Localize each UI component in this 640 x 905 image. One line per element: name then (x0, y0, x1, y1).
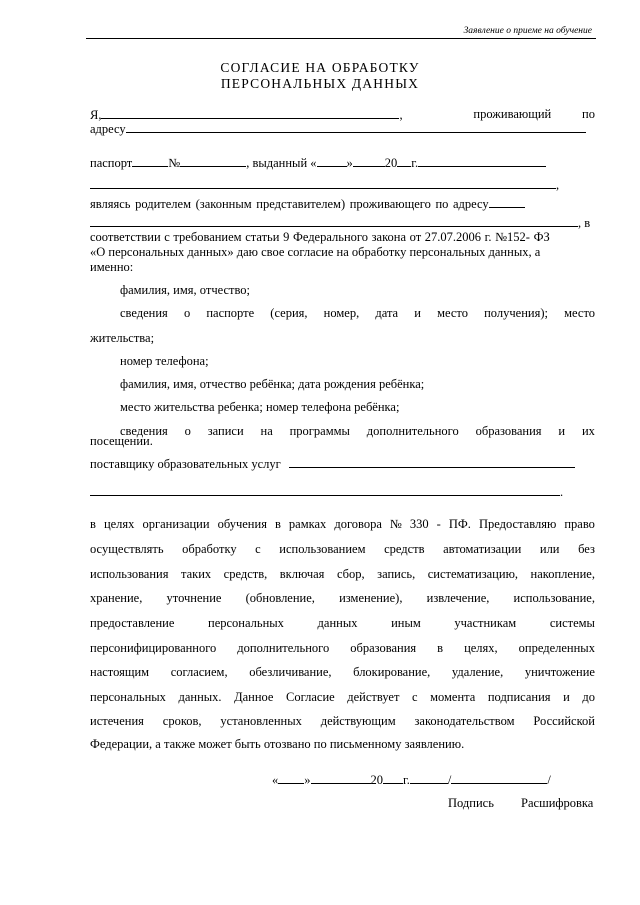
consent-body-word: участникам (454, 616, 517, 630)
passport-number-field[interactable] (180, 155, 246, 167)
consent-body-word: использованием (279, 542, 366, 556)
passport-item-word: сведения (120, 306, 168, 320)
consent-body-word: хранение, (90, 591, 143, 605)
provider-field-2[interactable] (90, 484, 560, 496)
passport-item-word: дата (375, 306, 399, 320)
header-rule (86, 38, 596, 39)
consent-body-word: Российской (533, 714, 595, 728)
passport-item-word: паспорте (206, 306, 255, 320)
program-item-word: на (260, 424, 273, 438)
consent-body-word: договора (334, 517, 382, 531)
consent-body-word: и (563, 690, 570, 704)
item-child-fio: фамилия, имя, отчество ребёнка; дата рождения ребёнка; (120, 377, 425, 391)
passport-series-field[interactable] (132, 155, 168, 167)
item-residence: жительства; (90, 331, 155, 345)
consent-body-word: обработку (182, 542, 237, 556)
consent-body-word: в (274, 517, 281, 531)
sign-year-prefix: 20 (370, 773, 383, 787)
consent-body-word: удаление, (451, 665, 504, 679)
address-field[interactable] (126, 121, 586, 133)
passport-item-word: о (183, 306, 191, 320)
consent-body-word: данных. (178, 690, 222, 704)
consent-body-line (90, 641, 595, 656)
consent-body-word: законодательством (414, 714, 515, 728)
program-item-word: записи (207, 424, 244, 438)
consent-body-word: сроков, (162, 714, 202, 728)
consent-body-word: образования (350, 641, 417, 655)
consent-body-line (90, 542, 595, 557)
item-passport (120, 306, 595, 321)
parent-address-line (90, 215, 595, 231)
program-item-word: сведения (120, 424, 168, 438)
consent-body-word: определенных (518, 641, 595, 655)
body-last-line: Федерации, а также может быть отозвано по письменному заявлению. (90, 737, 465, 751)
consent-body-line (90, 690, 595, 705)
issue-month-field[interactable] (353, 155, 385, 167)
consent-body-word: средств (384, 542, 425, 556)
consent-body-word: момента (430, 690, 476, 704)
consent-body-word: ПФ. (448, 517, 471, 531)
consent-body-word: систематизацию, (427, 567, 519, 581)
consent-body-word: уточнение (166, 591, 222, 605)
item-fio: фамилия, имя, отчество; (120, 283, 251, 297)
provider-field[interactable] (289, 456, 575, 468)
consent-body-word: действует (347, 690, 400, 704)
parent-address-field[interactable] (489, 196, 525, 208)
provider-line-2 (90, 484, 595, 500)
passport-item-word: место (564, 306, 595, 320)
consent-body-line (90, 591, 595, 606)
consent-body-word: истечения (90, 714, 144, 728)
consent-body-word: рамках (288, 517, 327, 531)
po-label: по (582, 107, 595, 121)
slash-1: / (447, 773, 452, 787)
passport-line (90, 155, 595, 171)
consent-body-word: действующим (320, 714, 396, 728)
consent-body-line (90, 714, 595, 729)
header-note: Заявление о приеме на обучение (463, 26, 592, 36)
consent-body-word: накопление, (530, 567, 595, 581)
consent-body-word: организации (142, 517, 210, 531)
passport-item-word: номер, (323, 306, 360, 320)
passport-item-word: место (437, 306, 468, 320)
consent-body-word: до (582, 690, 595, 704)
issued-by-line (90, 177, 595, 193)
consent-body-line (90, 517, 595, 532)
fullname-field[interactable] (101, 107, 399, 119)
consent-body-word: средств, (223, 567, 268, 581)
issue-day-field[interactable] (317, 155, 347, 167)
item-visits: посещении. (90, 434, 153, 448)
consent-body-word: изменение), (339, 591, 403, 605)
consent-line-1: соответствии с требованием статьи 9 Федерального закона от 27.07.2006 г. №152- ФЗ (90, 230, 550, 244)
consent-body-word: - (436, 517, 441, 531)
program-item-word: программы (289, 424, 350, 438)
passport-item-word: (серия, (270, 306, 308, 320)
consent-body-word: блокирование, (353, 665, 431, 679)
consent-body-word: Данное (234, 690, 274, 704)
consent-body-word: использование, (513, 591, 595, 605)
consent-body-word: предоставление (90, 616, 175, 630)
consent-body-word: персональных (208, 616, 284, 630)
residing-label: проживающий (473, 107, 552, 121)
consent-body-word: или (539, 542, 560, 556)
consent-body-line (90, 665, 595, 680)
ya-label: Я, (90, 108, 102, 122)
number-label: № (168, 156, 181, 170)
consent-body-word: системы (549, 616, 595, 630)
comma: , (556, 178, 560, 192)
consent-body-word: использования (90, 567, 169, 581)
consent-body-word: целях, (464, 641, 498, 655)
consent-body-word: Предоставляю (478, 517, 557, 531)
consent-body-word: с (255, 542, 261, 556)
consent-body-line (90, 616, 595, 631)
quote-close: » (346, 156, 353, 170)
consent-body-word: автоматизации (443, 542, 522, 556)
consent-body-word: дополнительного (237, 641, 330, 655)
date-close: » (304, 773, 311, 787)
signature-field[interactable] (410, 772, 448, 784)
consent-body-word: настоящим (90, 665, 150, 679)
consent-body-word: 330 (409, 517, 429, 531)
consent-body-word: иным (391, 616, 421, 630)
address-line (90, 121, 595, 137)
parent-text: являясь родителем (законным представителем) проживающего по адресу (90, 197, 489, 211)
slash-2: / (547, 773, 551, 787)
consent-body-line (90, 567, 595, 582)
date-signature-line (272, 772, 602, 788)
consent-body-word: Согласие (286, 690, 335, 704)
signature-decode-field[interactable] (451, 772, 547, 784)
consent-body-word: запись, (377, 567, 416, 581)
consent-body-word: с (411, 690, 418, 704)
item-child-residence: место жительства ребенка; номер телефона ребёнка; (120, 400, 400, 414)
program-item-word: их (581, 424, 595, 438)
consent-body-word: данных (317, 616, 358, 630)
consent-body-word: в (437, 641, 444, 655)
issued-by-field[interactable] (418, 155, 546, 167)
comma-v: , в (578, 216, 591, 230)
consent-body-word: в (90, 517, 96, 531)
consent-body-word: (обновление, (245, 591, 315, 605)
provider-label: поставщику образовательных услуг (90, 457, 281, 471)
consent-body-word: обезличивание, (249, 665, 332, 679)
consent-body-word: без (578, 542, 595, 556)
program-item-word: о (184, 424, 191, 438)
document-title-line1: СОГЛАСИЕ НА ОБРАБОТКУ (220, 60, 420, 75)
consent-body-word: персональных (90, 690, 166, 704)
signature-labels (448, 796, 593, 811)
consent-body-word: сбор, (336, 567, 365, 581)
passport-item-word: получения); (484, 306, 548, 320)
document-title-line2: ПЕРСОНАЛЬНЫХ ДАННЫХ (220, 76, 420, 91)
consent-body-word: извлечение, (426, 591, 490, 605)
parent-address-field-2[interactable] (90, 215, 578, 227)
passport-label: паспорт (90, 156, 133, 170)
consent-body-word: уничтожение (524, 665, 595, 679)
consent-body-word: персонифицированного (90, 641, 217, 655)
consent-body-word: таких (180, 567, 212, 581)
program-item-word: и (558, 424, 566, 438)
parent-line (90, 196, 595, 212)
comma: , (399, 108, 403, 122)
sign-month-field[interactable] (311, 772, 371, 784)
issued-by-field-2[interactable] (90, 177, 556, 189)
consent-body-word: осуществлять (90, 542, 164, 556)
sign-day-field[interactable] (278, 772, 304, 784)
sign-label: Подпись (448, 796, 494, 810)
program-item-word: дополнительного (366, 424, 459, 438)
year-prefix: 20 (384, 156, 398, 170)
program-item-word: образования (475, 424, 542, 438)
provider-line (90, 456, 595, 472)
consent-body-word: согласием, (170, 665, 228, 679)
sign-year-suffix: г. (403, 773, 410, 787)
issue-year-field[interactable] (397, 155, 411, 167)
consent-body-word: подписания (487, 690, 551, 704)
consent-body-word: № (389, 517, 402, 531)
sign-year-field[interactable] (383, 772, 403, 784)
consent-body-word: включая (279, 567, 325, 581)
decode-label: Расшифровка (521, 796, 594, 810)
consent-body-word: целях (103, 517, 135, 531)
issued-label: , выданный « (246, 156, 317, 170)
consent-line-2: «О персональных данных» даю свое согласие на обработку персональных данных, а (90, 245, 541, 259)
consent-body-word: обучения (217, 517, 267, 531)
period: . (560, 485, 564, 499)
consent-body-word: право (564, 517, 595, 531)
address-label: адресу (90, 122, 126, 136)
consent-line-3: именно: (90, 260, 134, 274)
item-phone: номер телефона; (120, 354, 209, 368)
date-open: « (272, 773, 279, 787)
year-suffix: г. (411, 156, 419, 170)
consent-body-word: установленных (220, 714, 302, 728)
passport-item-word: и (414, 306, 421, 320)
